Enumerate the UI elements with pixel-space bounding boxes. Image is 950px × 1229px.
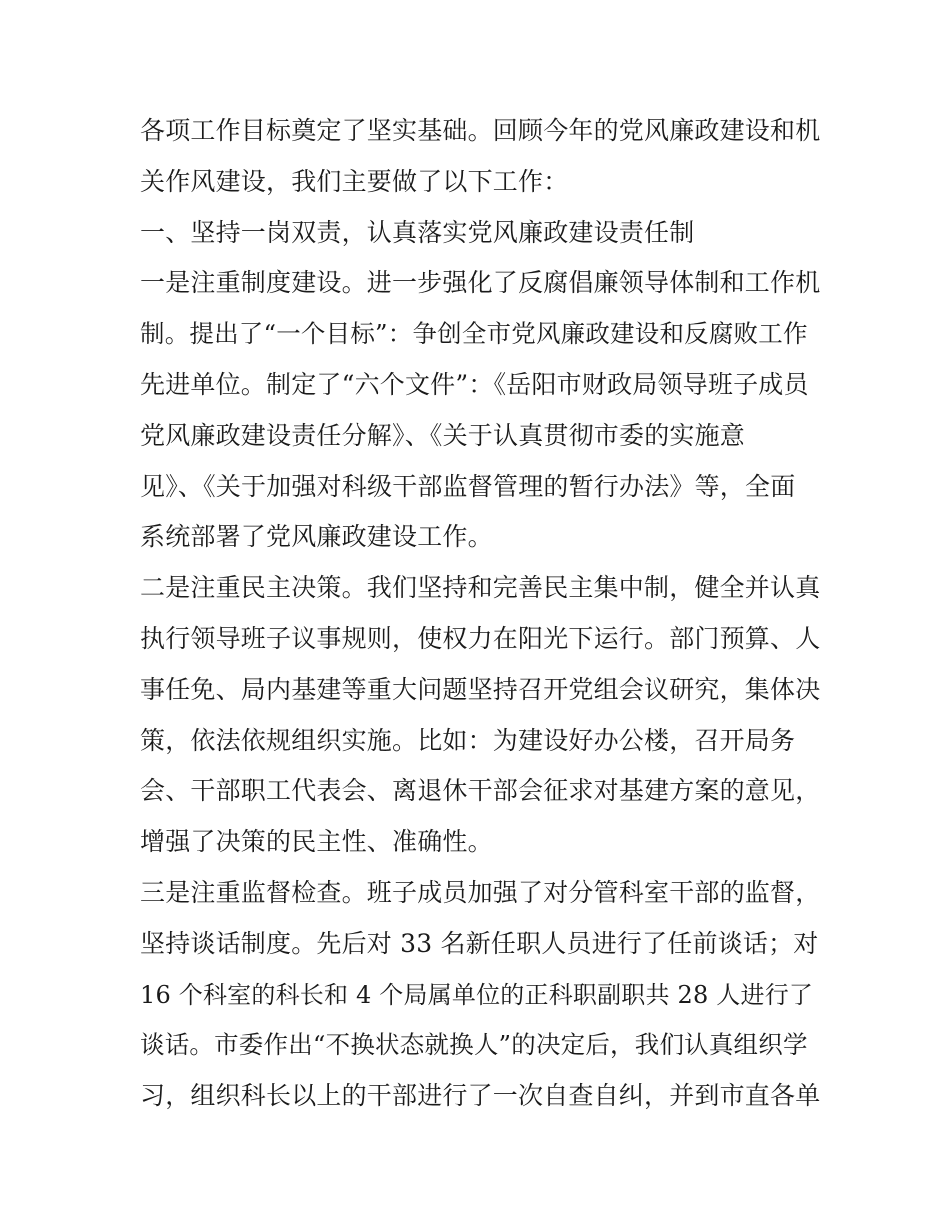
text-line: 一是注重制度建设。进一步强化了反腐倡廉领导体制和工作机 [140,268,821,298]
text-line: 会、干部职工代表会、离退休干部会征求对基建方案的意见， [140,776,821,806]
text-line: 16 个科室的科长和 4 个局属单位的正科职副职共 28 人进行了 [140,980,814,1009]
text-line: 增强了决策的民主性、准确性。 [140,827,493,857]
section-heading: 一、坚持一岗双责，认真落实党风廉政建设责任制 [140,217,695,247]
text-line: 二是注重民主决策。我们坚持和完善民主集中制，健全并认真 [140,573,821,603]
text-line: 谈话。市委作出“不换状态就换人”的决定后，我们认真组织学 [140,1030,808,1060]
text-line: 系统部署了党风廉政建设工作。 [140,522,493,552]
text-line: 见》、《关于加强对科级干部监督管理的暂行办法》等，全面 [140,471,796,501]
text-line: 三是注重监督检查。班子成员加强了对分管科室干部的监督， [140,877,821,907]
text-line: 先进单位。制定了“六个文件”：《岳阳市财政局领导班子成员 [140,369,809,399]
text-line: 关作风建设，我们主要做了以下工作： [140,166,569,196]
text-line: 制。提出了“一个目标”：争创全市党风廉政建设和反腐败工作 [140,319,808,349]
document-body [140,106,820,1122]
text-line: 党风廉政建设责任分解》、《关于认真贯彻市委的实施意 [140,420,746,450]
text-line: 策，依法依规组织实施。比如：为建设好办公楼，召开局务 [140,725,796,755]
text-line: 各项工作目标奠定了坚实基础。回顾今年的党风廉政建设和机 [140,116,821,145]
text-line: 坚持谈话制度。先后对 33 名新任职人员进行了任前谈话；对 [140,928,819,958]
text-line: 执行领导班子议事规则，使权力在阳光下运行。部门预算、人 [140,623,821,653]
text-line: 事任免、局内基建等重大问题坚持召开党组会议研究，集体决 [140,674,821,704]
text-line: 习，组织科长以上的干部进行了一次自查自纠，并到市直各单 [140,1081,821,1111]
